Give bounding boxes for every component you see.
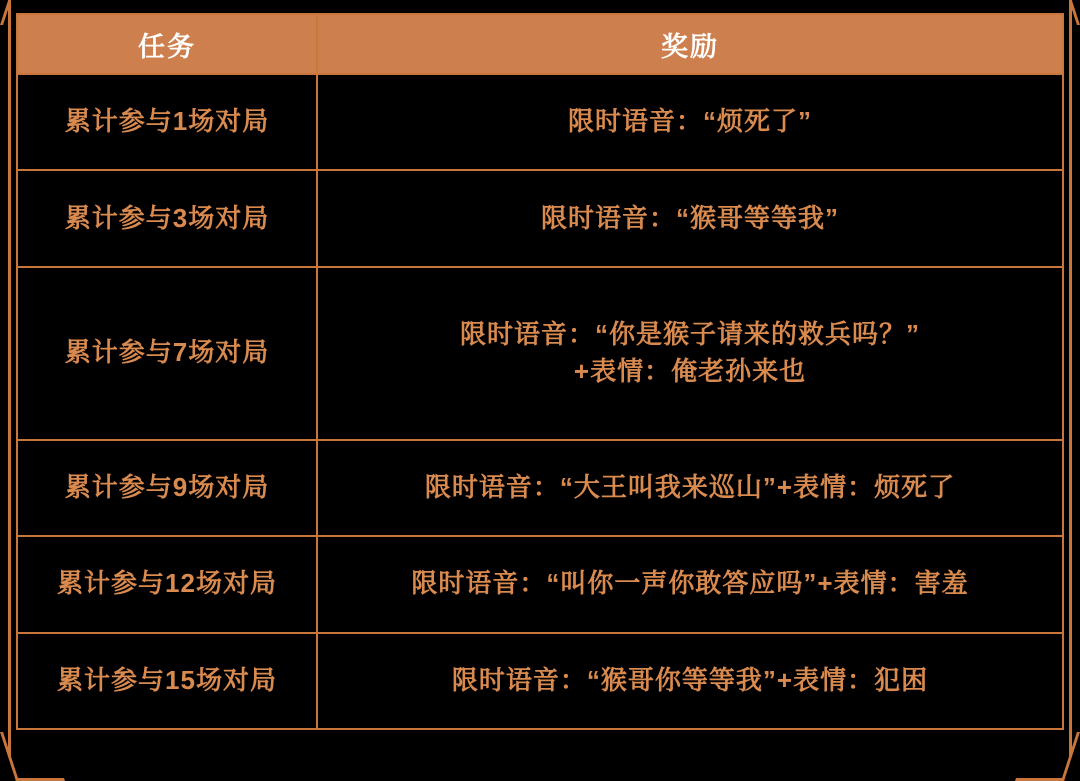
reward-cell bbox=[317, 536, 1063, 632]
reward-line: 限时语音：“大王叫我来巡山”+表情：烦死了 bbox=[424, 471, 956, 502]
reward-line: 限时语音：“烦死了” bbox=[567, 106, 812, 137]
task-cell: 累计参与7场对局 bbox=[17, 267, 317, 440]
table-row bbox=[17, 536, 1063, 632]
table-row bbox=[17, 633, 1063, 730]
reward-table-container bbox=[16, 13, 1064, 730]
task-cell: 累计参与3场对局 bbox=[17, 170, 317, 266]
header-reward: 奖励 bbox=[317, 14, 1063, 74]
reward-line: 限时语音：“你是猴子请来的救兵吗？” bbox=[459, 318, 920, 349]
table-header-row bbox=[17, 14, 1063, 74]
table-row bbox=[17, 440, 1063, 536]
task-cell: 累计参与1场对局 bbox=[17, 74, 317, 170]
table-row bbox=[17, 267, 1063, 440]
task-cell: 累计参与12场对局 bbox=[17, 536, 317, 632]
task-cell: 累计参与9场对局 bbox=[17, 440, 317, 536]
reward-cell bbox=[317, 74, 1063, 170]
reward-line: 限时语音：“猴哥等等我” bbox=[540, 202, 839, 233]
task-cell: 累计参与15场对局 bbox=[17, 633, 317, 730]
reward-cell bbox=[317, 440, 1063, 536]
reward-cell bbox=[317, 633, 1063, 730]
table-row bbox=[17, 170, 1063, 266]
frame-right-line bbox=[1069, 0, 1072, 757]
reward-cell bbox=[317, 267, 1063, 440]
reward-table bbox=[16, 13, 1064, 730]
table-row bbox=[17, 74, 1063, 170]
table-body bbox=[17, 74, 1063, 729]
reward-line: 限时语音：“猴哥你等等我”+表情：犯困 bbox=[451, 664, 929, 695]
reward-line: 限时语音：“叫你一声你敢答应吗”+表情：害羞 bbox=[411, 568, 969, 599]
frame-left-line bbox=[8, 0, 11, 757]
reward-cell bbox=[317, 170, 1063, 266]
table-head bbox=[17, 14, 1063, 74]
reward-line: +表情：俺老孙来也 bbox=[573, 356, 807, 387]
header-task: 任务 bbox=[17, 14, 317, 74]
